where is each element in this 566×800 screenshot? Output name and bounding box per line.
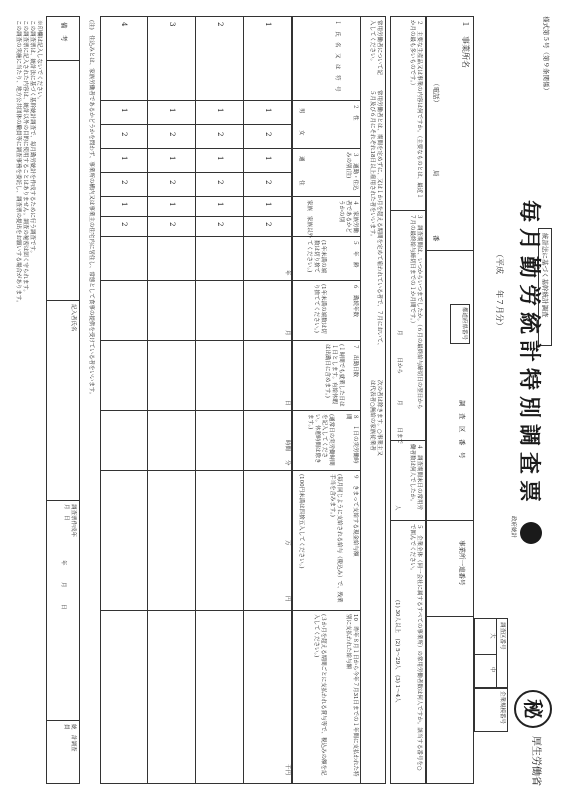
zone-big: 大 — [489, 633, 495, 639]
col-age-header: ５ 年 齢 — [352, 240, 358, 268]
col-family: 家族 — [306, 200, 312, 212]
row-number: 3 — [168, 22, 176, 27]
col-commute-header: ３ 通勤・住込みの別(注) — [345, 152, 358, 191]
unit-thousand-yen: 千円 — [284, 764, 290, 776]
col-bonus-header: 10 昨年８月１日から今年７月31日までの１年間に支払われた特別に支払われた給与額 — [345, 614, 358, 777]
live-in-option[interactable]: 2 — [216, 180, 224, 185]
company-size-question: ５ 企業全体（同一会社に属するすべての事業所）の常用労働者数は何人ですか。該当する番号を○で囲んでください。 — [409, 524, 422, 771]
note-line: この調査票は、統計法に基づく基幹統計調査で、毎月勤労統計を作成するために行う調査です。 — [29, 20, 35, 256]
row-number: 2 — [216, 22, 224, 27]
unit-yen: 円 — [284, 596, 290, 602]
statistics-officer-label: 統 計調査員 — [63, 724, 76, 752]
family-option[interactable]: 1 — [216, 202, 224, 207]
unit-man: 万 — [284, 540, 290, 546]
business-name-label: １ 事業所名 — [461, 20, 470, 68]
commute-option[interactable]: 1 — [216, 156, 224, 161]
secret-mark: 秘 — [521, 699, 545, 719]
unit-day: 日 — [284, 400, 290, 406]
col-hours-note: (通常日の実労働時間を記入してください。休憩時間は除きます。) — [307, 414, 334, 466]
phone-label: （電話） — [432, 80, 440, 106]
col-sex-male: 男 — [298, 108, 304, 114]
legal-basis: 統計法に基づく基幹統計調査 — [541, 233, 549, 318]
live-in-option[interactable]: 2 — [264, 180, 272, 185]
family-option[interactable]: 1 — [264, 202, 272, 207]
sex-female-option[interactable]: 2 — [216, 132, 224, 137]
col-tenure-header: ６ 勤続年数 — [352, 284, 358, 318]
number-label: 番 — [432, 235, 440, 242]
prefecture-number-label: 都道府県番号 — [461, 307, 467, 341]
created-date-label: 調査票作成年 月 日 — [63, 504, 76, 543]
regular-workers-definition: 常用労働者とは、期間を定めずに、又は１か月を超える期間を定めて雇われている者で、７月において、５月及び６月にそれぞれ18日以上雇用された者をいいます。 — [369, 90, 382, 349]
sex-female-option[interactable]: 2 — [264, 132, 272, 137]
industry-number-box[interactable] — [474, 688, 508, 732]
commute-option[interactable]: 1 — [264, 156, 272, 161]
sex-male-option[interactable]: 1 — [216, 108, 224, 113]
commute-option[interactable]: 1 — [120, 156, 128, 161]
nonfamily-option[interactable]: 2 — [264, 222, 272, 227]
live-in-footnote: (注) 住込みとは、家族労働者であるかどうかを問わず、事業所の構内又は事業主の住宅内に居住し、常態として食事の提供を受けている者をいいます。 — [88, 20, 94, 398]
col-tenure-note: (1年未満の端数は切り捨ててください。) — [313, 284, 326, 334]
note-line: ※印欄は記入しないでください。 — [36, 20, 42, 103]
sex-male-option[interactable]: 1 — [168, 108, 176, 113]
logo-caption: 政府統計 — [510, 516, 516, 539]
survey-period-question: ３ 調査期間は、いつからいつまでしたか。（６月の最終給与締切日の翌日から７月の最終給与締切日までの１か月間です。） — [409, 214, 422, 410]
unit-year: 年 — [284, 270, 290, 276]
col-age-note: (1年未満の端数は切り捨ててください。) — [306, 240, 326, 274]
col-pay-note: (毎月同じように支給される給与（税込み）で、残業手当を含みます。) — [329, 474, 342, 603]
sex-male-option[interactable]: 1 — [120, 108, 128, 113]
bottom-info-row — [46, 16, 80, 784]
business-info-row — [426, 16, 474, 784]
col-live-in: 住 — [298, 180, 304, 186]
col-attendance-header: ７ 出勤日数 — [352, 344, 358, 378]
company-size-options[interactable]: (1) 30人以上 (2) 5～29人 (3) 1～4人 — [394, 600, 400, 703]
row-number: 1 — [264, 22, 272, 27]
nonfamily-option[interactable]: 2 — [120, 222, 128, 227]
family-option[interactable]: 1 — [120, 202, 128, 207]
date-template: （平成 年７月分） — [495, 250, 504, 330]
col-pay-header: ９ きまって支給する現金給与額 — [352, 474, 358, 557]
sex-male-option[interactable]: 1 — [264, 108, 272, 113]
excluded-note: 次の者は除きます。○事業主又は代表者○無給の家族従業者 — [369, 380, 382, 456]
unit-hour: 時間 — [284, 440, 290, 452]
col-commute: 通 — [298, 156, 304, 162]
government-statistics-logo-icon — [520, 522, 542, 544]
page-title: 毎月勤労統計特別調査票 — [516, 200, 542, 509]
unit-month: 月 — [284, 330, 290, 336]
family-option[interactable]: 1 — [168, 202, 176, 207]
col-sex-female: 女 — [298, 130, 304, 136]
row-number: 4 — [120, 22, 128, 27]
unit-minute: 分 — [284, 460, 290, 466]
sex-female-option[interactable]: 2 — [168, 132, 176, 137]
confidential-seal-icon — [514, 690, 552, 728]
nonfamily-option[interactable]: 2 — [216, 222, 224, 227]
form-number: 様式第５号（第９条関係） — [542, 16, 550, 94]
live-in-option[interactable]: 2 — [120, 180, 128, 185]
station-label: 局 — [432, 170, 440, 177]
col-name-header: １ 氏 名 又 は 符 号 — [334, 20, 340, 92]
business-serial-label: 事業所一連番号 — [458, 540, 466, 586]
col-bonus-note: (３か月を超える期間ごとに支払われる賞与等で、税込みの額を記入してください。) — [313, 614, 326, 776]
period-to: 月 日まで — [396, 400, 402, 445]
survey-zone-box[interactable] — [474, 618, 508, 688]
nonfamily-option[interactable]: 2 — [168, 222, 176, 227]
remarks-label: 備 考 — [60, 22, 68, 42]
regular-workers-heading: 常用労働者について記入してください。 — [369, 20, 382, 75]
created-date-value[interactable]: 年 月 日 — [60, 560, 66, 610]
worker-count-unit: 人 — [394, 505, 400, 511]
note-line: この調査の実施に当たり、地方公共団体の職員等に調査事務を委託し、調査票の提出をお願いする場合があります。 — [15, 20, 21, 306]
ministry-name: 厚生労働省 — [530, 736, 541, 786]
main-product-question: ２ 主要な生産品又は事業の内容は何ですか。（主要なものとは、最近１か月の最も多いものです。） — [409, 20, 422, 199]
period-from: 月 日から — [396, 330, 402, 375]
col-family-header: ４ 家族労働者であるかどうかの別 — [338, 200, 358, 234]
survey-area-label: 調 査 区 番 号 — [458, 400, 466, 459]
col-pay-rounding: (100円未満は四捨五入してください。) — [298, 474, 304, 569]
zone-medium: 中 — [489, 667, 495, 673]
col-attendance-note: (１時間でも就業した日は１日とします。有給休暇は出勤日に含めます。) — [324, 344, 344, 407]
col-sex-header: ２ 性 — [352, 104, 358, 121]
note-line: この調査票に記入された内容は、統計以外の目的に使用することはありません。調査の秘密は固く守られます。 — [22, 20, 28, 295]
col-hours-header: ８ １日の実労働時間 — [345, 414, 358, 464]
col-nonfamily: 家族以外 — [306, 216, 312, 239]
industry-number-label: 企業規模番号 — [499, 691, 505, 725]
worker-count-question: ４ 調査期間末日の常用労働者数は何人でしたか。 — [409, 444, 422, 511]
sex-female-option[interactable]: 2 — [120, 132, 128, 137]
live-in-option[interactable]: 2 — [168, 180, 176, 185]
commute-option[interactable]: 1 — [168, 156, 176, 161]
prefecture-number-box[interactable] — [450, 304, 470, 344]
respondent-label: 記入者氏名 — [70, 304, 76, 332]
survey-zone-label: 調査区番号 — [499, 622, 505, 650]
